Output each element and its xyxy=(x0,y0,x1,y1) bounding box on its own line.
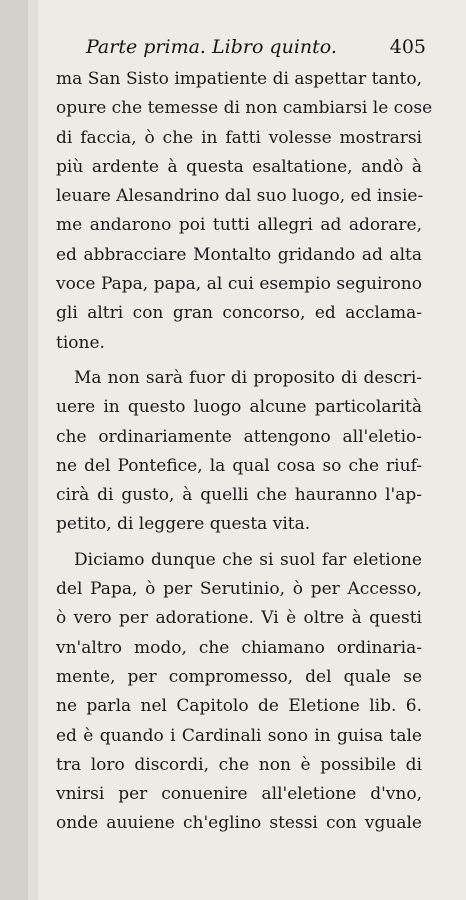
paragraph xyxy=(56,65,433,358)
text-line: ed è quando i Cardinali sono in guisa tale xyxy=(56,725,422,746)
body-text xyxy=(56,65,433,839)
text-line: del Papa, ò per Serutinio, ò per Accesso, xyxy=(56,579,422,600)
text-line: tra loro discordi, che non è possibile di xyxy=(56,754,422,775)
text-line: gli altri con gran concorso, ed acclama- xyxy=(56,303,422,324)
text-line: onde auuiene ch'eglino stessi con vguale xyxy=(56,813,422,834)
text-line: ò vero per adoratione. Vi è oltre à questi xyxy=(56,608,422,629)
running-head xyxy=(86,36,426,62)
text-line: cirà di gusto, à quelli che hauranno l'ap- xyxy=(56,485,422,506)
text-line: Diciamo dunque che si suol far eletione xyxy=(74,549,422,570)
text-line: ed abbracciare Montalto gridando ad alta xyxy=(56,244,422,265)
text-line: tione. xyxy=(56,332,105,353)
text-line: mente, per compromesso, del quale se xyxy=(56,666,422,687)
text-line: vn'altro modo, che chiamano ordinaria- xyxy=(56,637,422,658)
text-line: vnirsi per conuenire all'eletione d'vno, xyxy=(56,784,422,805)
text-line: ma San Sisto impatiente di aspettar tanto, xyxy=(56,69,422,89)
paragraph xyxy=(56,364,422,540)
text-line: leuare Alesandrino dal suo luogo, ed insie- xyxy=(56,186,424,207)
text-line: voce Papa, papa, al cui esempio seguirono xyxy=(56,274,422,295)
text-line: opure che temesse di non cambiarsi le cose xyxy=(56,98,433,119)
text-line: Ma non sarà fuor di proposito di descri- xyxy=(74,367,422,388)
running-head-title: Parte prima. Libro quinto. xyxy=(86,36,337,58)
paragraph xyxy=(56,546,422,839)
text-line: ne del Pontefice, la qual cosa so che riuf- xyxy=(56,455,422,476)
text-line: ne parla nel Capitolo de Eletione lib. 6. xyxy=(56,696,422,717)
page-gutter-fade xyxy=(28,0,38,900)
text-line: che ordinariamente attengono all'eletio- xyxy=(56,426,422,447)
page-gutter-shadow xyxy=(0,0,28,900)
text-line: petito, di leggere questa vita. xyxy=(56,514,311,535)
text-line: me andarono poi tutti allegri ad adorare, xyxy=(56,215,422,236)
text-line: di faccia, ò che in fatti volesse mostrarsi xyxy=(56,127,422,148)
text-line: uere in questo luogo alcune particolarità xyxy=(56,397,422,418)
text-line: più ardente à questa esaltatione, andò à xyxy=(56,156,422,177)
page-number: 405 xyxy=(389,36,426,58)
